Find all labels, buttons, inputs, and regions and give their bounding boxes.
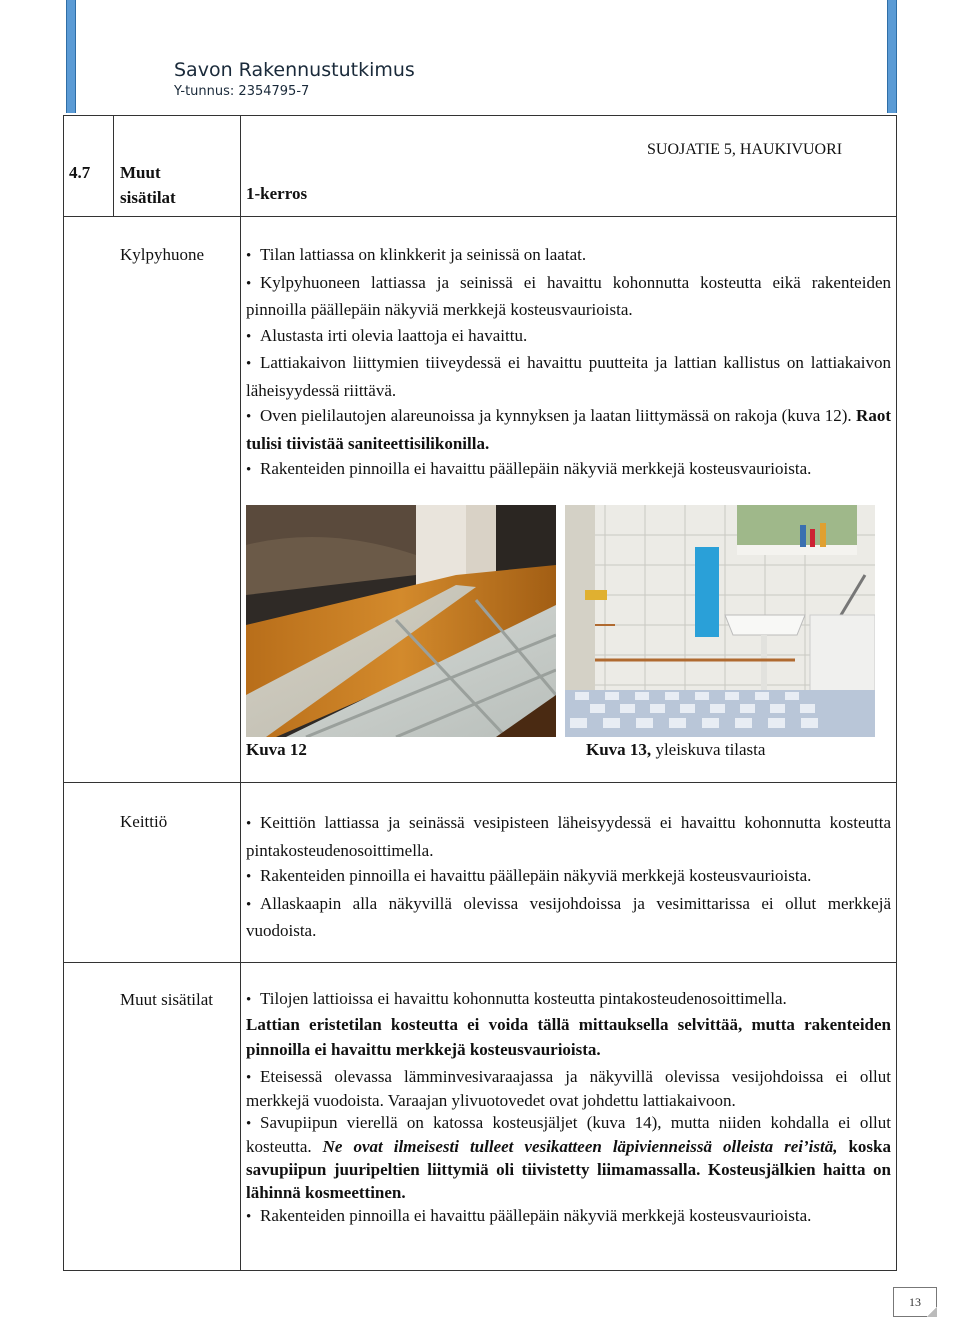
section-title-line2: sisätilat: [120, 188, 176, 207]
other-bullet-3-note: koska savupiipun juuripeltien liittymiä oli tiivistetty liimamassalla. Kosteusjälkien haitta on lähinnä kosmeettinen.: [246, 1137, 891, 1202]
row-divider-header: [63, 216, 897, 217]
bathroom-findings: [246, 242, 891, 484]
other-bullet-2: Eteisessä olevassa lämminvesivaraajassa ja näkyvillä olevissa vesijohdoissa ei ollut merkkejä vuodoista. Varaajan ylivuotovedet ovat johdettu lattiakaivoon.: [246, 1066, 891, 1110]
kitchen-bullet-3: Allaskaapin alla näkyvillä olevissa vesijohdoissa ja vesimittarissa ei ollut merkkejä vuodoista.: [246, 893, 891, 940]
caption-photo-13-number: Kuva 13,: [586, 740, 652, 759]
header-accent-right: [887, 0, 897, 113]
other-bullet-3-cause: Ne ovat ilmeisesti tulleet vesikatteen läpivienneissä olleista rei’istä,: [322, 1137, 838, 1157]
company-name: Savon Rakennustutkimus: [174, 59, 415, 81]
floor-label: 1-kerros: [246, 184, 308, 203]
table-border-top: [63, 115, 897, 116]
room-label-kitchen: Keittiö: [120, 812, 168, 831]
room-label-other: Muut sisätilat: [120, 990, 214, 1009]
row-divider-bathroom: [63, 782, 897, 783]
photo-bathroom-overview: [565, 505, 875, 737]
caption-photo-13: [586, 737, 765, 762]
kitchen-bullet-2: Rakenteiden pinnoilla ei havaittu päällepäin näkyviä merkkejä kosteusvaurioista.: [260, 866, 812, 885]
bathroom-bullet-5: Oven pielilautojen alareunoissa ja kynnyksen ja laatan liittymässä on rakoja (kuva 12).: [260, 406, 852, 425]
table-border-left: [63, 115, 64, 1271]
page-number: 13: [893, 1287, 937, 1317]
other-bullet-1: Tilojen lattioissa ei havaittu kohonnutta kosteutta pintakosteudenosoittimella.: [260, 989, 787, 1008]
bathroom-bullet-6: Rakenteiden pinnoilla ei havaittu päällepäin näkyviä merkkejä kosteusvaurioista.: [260, 459, 812, 478]
caption-photo-12: Kuva 12: [246, 740, 307, 759]
row-divider-kitchen: [63, 962, 897, 963]
table-border-right: [896, 115, 897, 1271]
header-accent-left: [66, 0, 76, 113]
other-bullet-4: Rakenteiden pinnoilla ei havaittu päällepäin näkyviä merkkejä kosteusvaurioista.: [260, 1205, 812, 1225]
other-bullet-3: Savupiipun vierellä on katossa kosteusjäljet (kuva 14), mutta niiden kohdalla ei ollut kosteutta.: [246, 1113, 891, 1157]
table-border-bottom: [63, 1270, 897, 1271]
bathroom-bullet-2: Kylpyhuoneen lattiassa ja seinissä ei havaittu kohonnutta kosteutta eikä rakenteiden pinnoilla päällepäin näkyviä merkkejä kosteusvaurioista.: [246, 272, 891, 319]
table-divider-label: [240, 115, 241, 1271]
business-id: Y-tunnus: 2354795-7: [174, 84, 310, 99]
section-title-line1: Muut: [120, 163, 161, 182]
other-bullet-1-note: Lattian eristetilan kosteutta ei voida tällä mittauksella selvittää, mutta rakenteiden pinnoilla ei havaittu merkkejä kosteusvaurioista.: [246, 1014, 891, 1059]
bathroom-bullet-4: Lattiakaivon liittymien tiiveydessä ei havaittu puutteita ja lattian kallistus on lattiakaivon läheisyydessä riittävä.: [246, 353, 891, 400]
room-label-bathroom: Kylpyhuone: [120, 245, 205, 264]
caption-photo-13-text: yleiskuva tilasta: [655, 740, 766, 759]
bathroom-bullet-3: Alustasta irti olevia laattoja ei havaittu.: [260, 325, 528, 345]
table-divider-number: [113, 115, 114, 216]
kitchen-bullet-1: Keittiön lattiassa ja seinässä vesipisteen läheisyydessä ei havaittu kohonnutta kosteutta pintakosteudenosoittimella.: [246, 813, 891, 860]
bathroom-recommendation: Raot tulisi tiivistää saniteettisilikonilla.: [246, 406, 891, 453]
address: SUOJATIE 5, HAUKIVUORI: [647, 141, 843, 158]
kitchen-findings: [246, 810, 891, 944]
photo-door-threshold: [246, 505, 556, 737]
bathroom-bullet-1: Tilan lattiassa on klinkkerit ja seinissä on laatat.: [260, 245, 587, 264]
section-number: 4.7: [69, 163, 91, 182]
other-findings: [246, 988, 891, 1228]
